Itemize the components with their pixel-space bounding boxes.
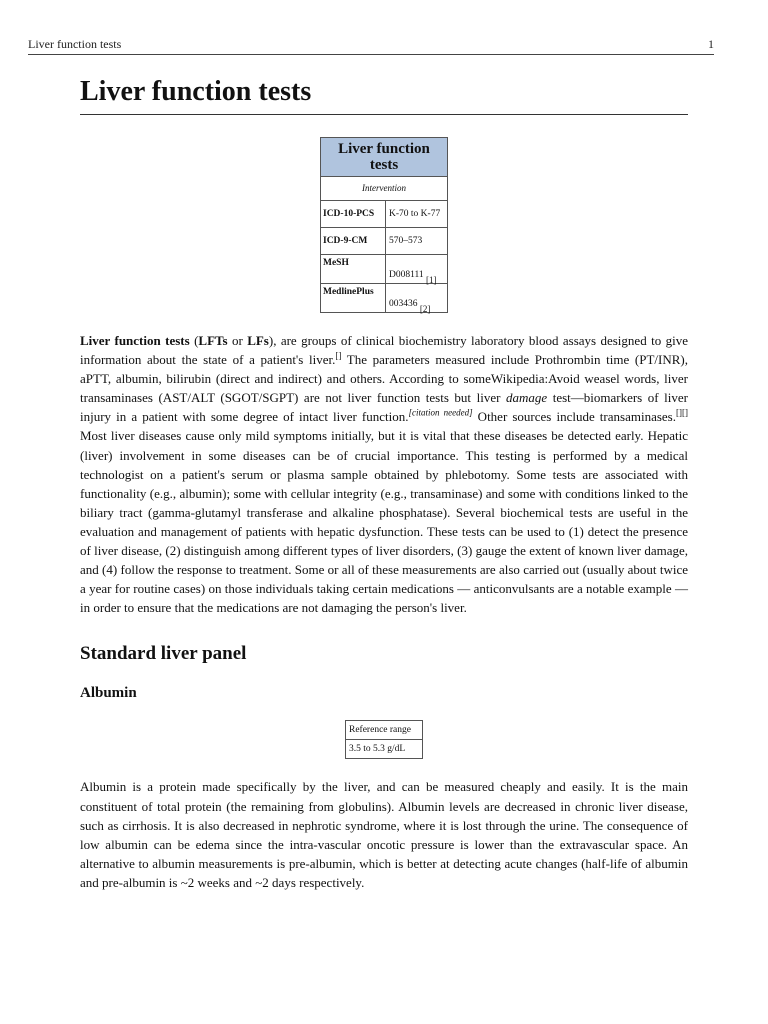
emphasis-text: damage — [505, 390, 548, 406]
page-number: 1 — [708, 37, 714, 51]
infobox — [320, 137, 448, 313]
infobox-value-text[interactable]: K-70 to K-77 — [389, 209, 441, 219]
infobox-value: 003436 [2] — [389, 299, 431, 314]
intro-paragraph — [80, 331, 688, 617]
reference-range-value: 3.5 to 5.3 g/dL — [349, 744, 406, 755]
infobox-row — [321, 228, 447, 255]
infobox-row — [321, 255, 447, 284]
citation-ref[interactable]: [] — [335, 350, 342, 361]
reference-range-table — [345, 720, 423, 759]
citation-ref[interactable]: [][] — [675, 408, 688, 419]
paragraph-text: ( — [189, 333, 199, 348]
article-content — [80, 76, 688, 892]
infobox-value — [386, 228, 447, 254]
term-bold: LFTs — [198, 333, 228, 348]
infobox-value-text[interactable]: D008111 — [389, 270, 424, 280]
paragraph-text: test—biomarkers of liver injury in a patient with some degree of intact liver function. — [80, 390, 689, 425]
infobox-key: ICD-9-CM — [321, 228, 386, 254]
infobox-row — [321, 284, 447, 312]
reference-range-label: Reference range — [346, 721, 422, 740]
paragraph-text: ), are groups of clinical biochemistry laboratory blood assays designed to give information about the state of a patient's liver. — [80, 333, 688, 368]
paragraph-text: or — [227, 333, 248, 348]
subsection-heading: Albumin — [80, 685, 137, 702]
paragraph-text: The parameters measured include Prothrombin time (PT/INR), aPTT, albumin, bilirubin (direct and indirect) and others. According to someWikipedia:Avoid weasel words, liver transaminases (AST/ALT (SGOT/SGPT) are not liver function tests but liver — [80, 352, 688, 406]
running-title: Liver function tests — [28, 37, 122, 51]
infobox-key: ICD-10-PCS — [321, 201, 386, 227]
infobox-value — [386, 201, 447, 227]
infobox-title: Liver function tests — [321, 138, 447, 177]
section-heading: Standard liver panel — [80, 643, 247, 665]
infobox-key: MedlinePlus — [321, 284, 386, 312]
citation-needed-text: [citation needed] — [408, 408, 473, 419]
infobox-value-text[interactable]: 003436 — [389, 299, 418, 309]
term-bold: LFs — [247, 333, 269, 348]
term-bold: Liver function tests — [80, 333, 190, 348]
infobox-row — [321, 201, 447, 228]
infobox-value-text[interactable]: 570–573 — [389, 236, 423, 246]
page-header — [28, 37, 714, 55]
infobox-value: D008111 [1] — [389, 270, 437, 285]
infobox-subtitle: Intervention — [321, 177, 447, 201]
albumin-paragraph: Albumin is a protein made specifically by the liver, and can be measured cheaply and easily. It is the main constituent of total protein (the remaining from globulins). Albumin levels are decreased in chronic liver disease, such as cirrhosis. It is also decreased in nephrotic syndrome, where it is lost through the urine. The consequence of low albumin can be edema since the intra-vascular oncotic pressure is lower than the extravascular space. An alternative to albumin measurements is pre-albumin, which is better at detecting acute changes (half-life of albumin and pre-albumin is ~2 weeks and ~2 days respectively. — [80, 779, 688, 890]
paragraph-text: Other sources include transaminases. — [472, 409, 676, 425]
paragraph-text: Most liver diseases cause only mild symptoms initially, but it is vital that these diseases be detected early. Hepatic (liver) involvement in some diseases can be of crucial importance. This testing is performed by a medical technologist on a patient's serum or plasma sample obtained by phlebotomy. Some tests are associated with functionality (e.g., albumin); some with cellular integrity (e.g., transaminase) and some with conditions linked to the biliary tract (gamma-glutamyl transferase and alkaline phosphatase). Several biochemical tests are useful in the evaluation and management of patients with hepatic dysfunction. These tests can be used to (1) detect the presence of liver disease, (2) distinguish among different types of liver disorders, (3) gauge the extent of known liver damage, and (4) follow the response to treatment. Some or all of these measurements are also carried out (usually about twice a year for routine cases) on those individuals taking certain medications — anticonvulsants are a notable example — in order to ensure that the medications are not damaging the person's liver. — [80, 428, 688, 616]
page-title: Liver function tests — [80, 76, 688, 115]
citation-needed[interactable] — [409, 408, 473, 418]
infobox-key: MeSH — [321, 255, 386, 283]
